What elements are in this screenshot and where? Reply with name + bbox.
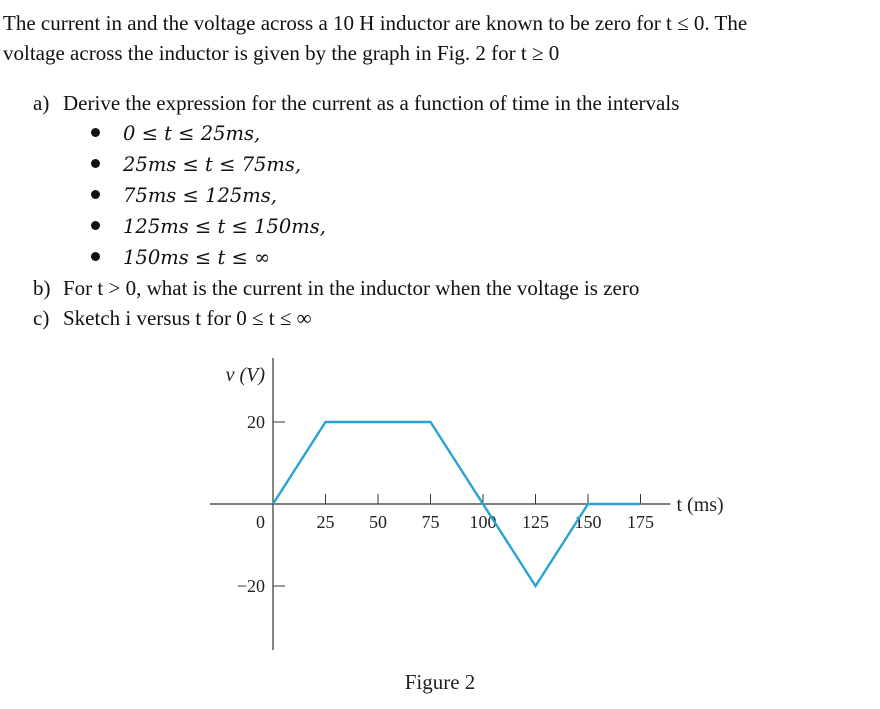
list-item bbox=[91, 149, 679, 180]
bullet-icon bbox=[91, 221, 100, 230]
part-b-text: For t > 0, what is the current in the inductor when the voltage is zero bbox=[63, 276, 640, 300]
y-tick-label: 20 bbox=[247, 412, 265, 432]
list-item bbox=[91, 211, 679, 242]
x-tick-label: 175 bbox=[627, 512, 654, 532]
part-a bbox=[33, 88, 679, 118]
part-c-label: c) bbox=[33, 306, 50, 330]
interval-text: 0 ≤ t ≤ 25ms, bbox=[123, 122, 261, 145]
y-tick-label: −20 bbox=[236, 576, 265, 596]
figure-caption: Figure 2 bbox=[404, 670, 476, 694]
x-tick-label: 75 bbox=[421, 512, 440, 532]
part-a-text: Derive the expression for the current as a function of time in the intervals bbox=[63, 91, 680, 115]
part-b bbox=[33, 273, 679, 303]
part-c bbox=[33, 303, 679, 333]
x-tick-label: 125 bbox=[522, 512, 549, 532]
interval-text: 25ms ≤ t ≤ 75ms, bbox=[123, 153, 302, 176]
bullet-icon bbox=[91, 128, 100, 137]
chart-labels bbox=[226, 364, 724, 596]
x-axis-label: t (ms) bbox=[676, 494, 724, 516]
part-c-text: Sketch i versus t for 0 ≤ t ≤ ∞ bbox=[63, 306, 312, 330]
intro-line-2: voltage across the inductor is given by the graph in Fig. 2 for t ≥ 0 bbox=[3, 41, 560, 65]
y-tick-label: 0 bbox=[256, 512, 265, 532]
list-item bbox=[91, 242, 679, 273]
interval-text: 75ms ≤ 125ms, bbox=[123, 184, 277, 207]
part-b-label: b) bbox=[33, 276, 51, 300]
y-axis-label: v (V) bbox=[225, 364, 265, 386]
interval-list bbox=[33, 118, 679, 273]
part-a-label: a) bbox=[33, 91, 50, 115]
x-tick-label: 100 bbox=[469, 512, 497, 532]
voltage-chart bbox=[0, 340, 880, 709]
interval-text: 125ms ≤ t ≤ 150ms, bbox=[123, 215, 326, 238]
x-tick-label: 150 bbox=[574, 512, 602, 532]
list-item bbox=[91, 118, 679, 149]
bullet-icon bbox=[91, 159, 100, 168]
questions bbox=[33, 88, 679, 333]
list-item bbox=[91, 180, 679, 211]
intro-line-1: The current in and the voltage across a 10 H inductor are known to be zero for t ≤ 0. The bbox=[3, 11, 748, 35]
bullet-icon bbox=[91, 190, 100, 199]
problem-statement bbox=[3, 8, 873, 68]
bullet-icon bbox=[91, 252, 100, 261]
x-tick-label: 50 bbox=[369, 512, 387, 532]
interval-text: 150ms ≤ t ≤ ∞ bbox=[123, 246, 271, 269]
x-tick-label: 25 bbox=[316, 512, 335, 532]
